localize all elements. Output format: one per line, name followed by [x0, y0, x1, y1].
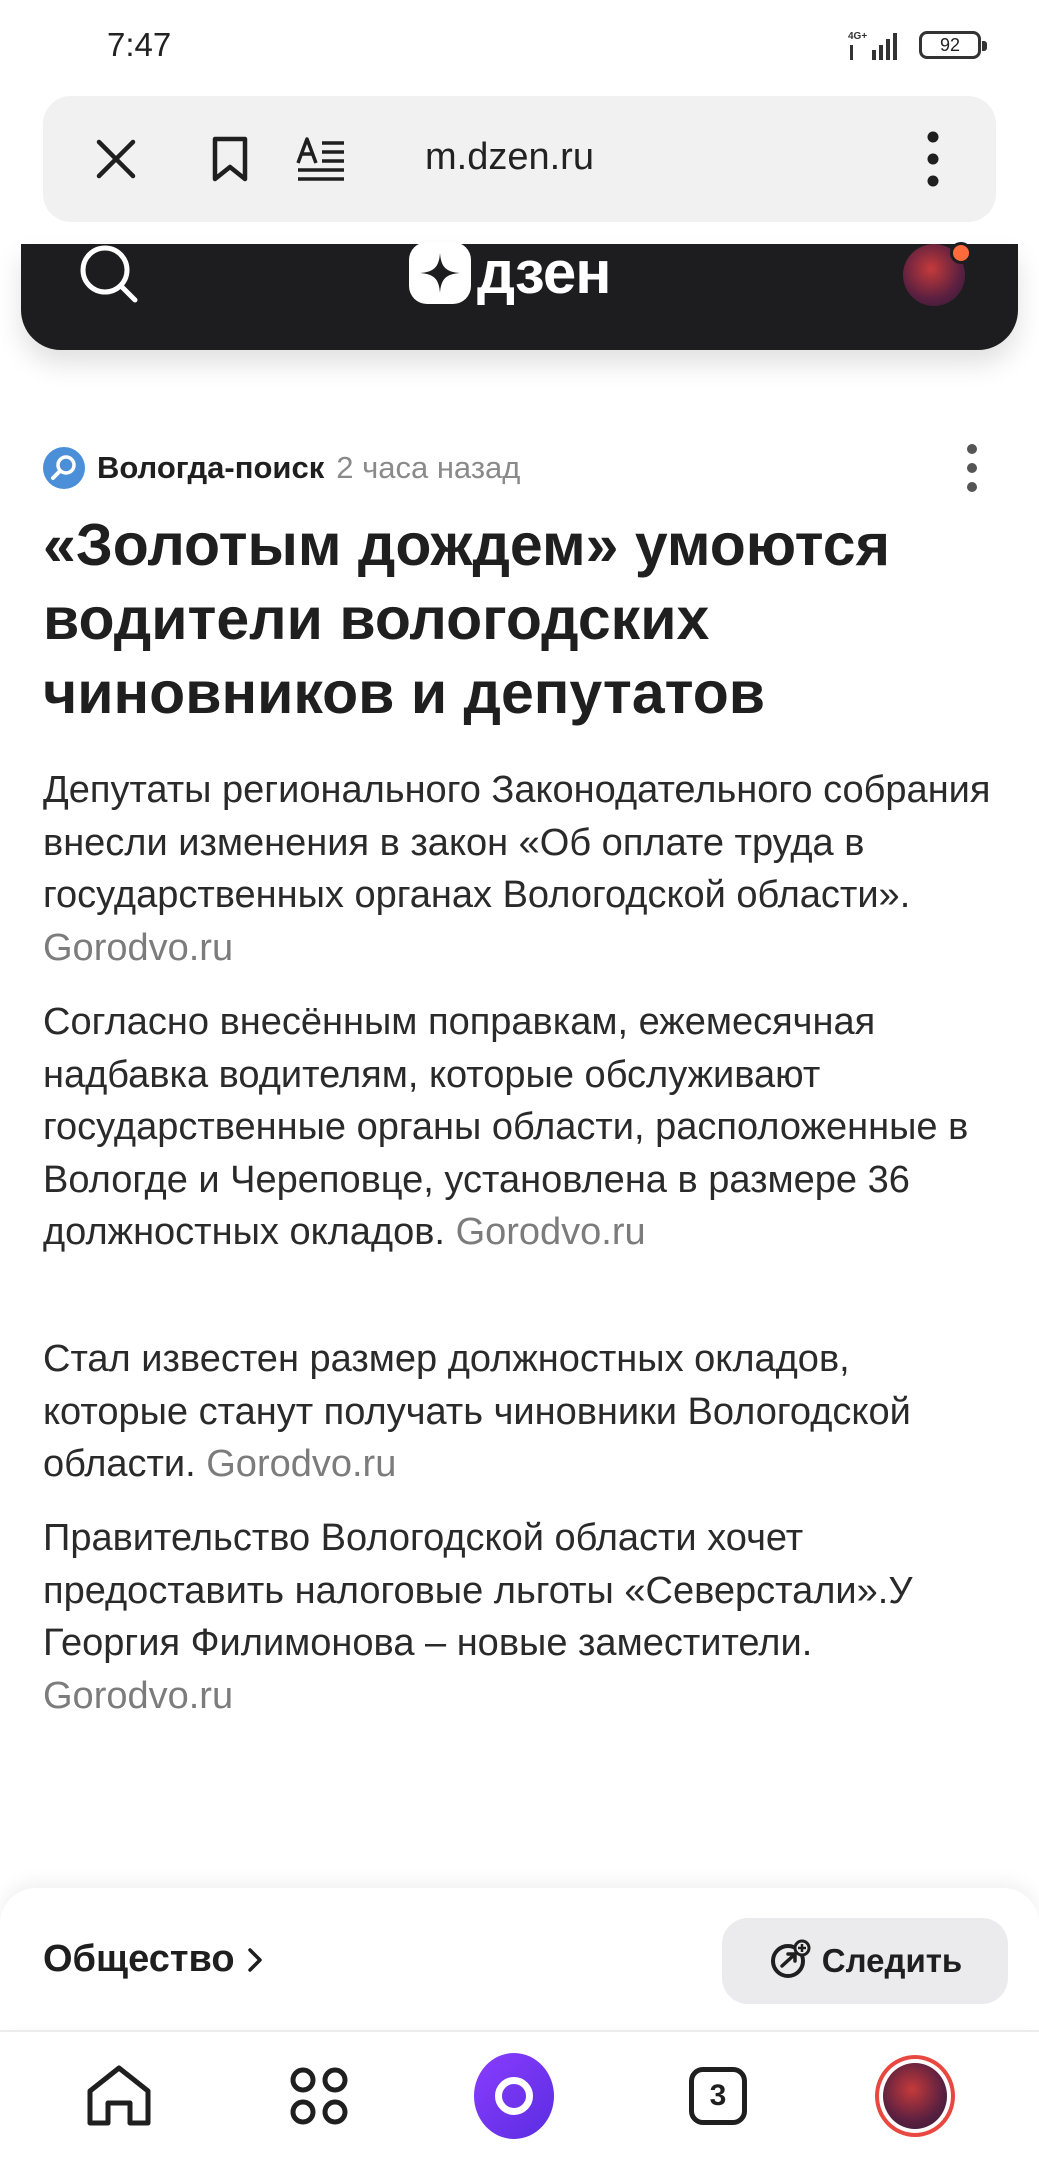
- article-paragraph: [43, 996, 1003, 1259]
- browser-bar: [43, 96, 996, 222]
- home-icon[interactable]: [79, 2056, 159, 2136]
- paragraph-text: Согласно внесённым поправкам, ежемесячная надбавка водителям, которые обслуживают государственные органы области, расположенные в Вологде и Череповце, установлена в размере 36 должностных окладов.: [43, 1001, 969, 1253]
- source-logo-icon[interactable]: [43, 447, 85, 489]
- article-more-icon[interactable]: [952, 441, 992, 495]
- notification-dot: [950, 242, 972, 264]
- tabs-count: 3: [689, 2067, 747, 2125]
- source-link[interactable]: Gorodvo.ru: [43, 1674, 234, 1717]
- article-meta: [43, 446, 1003, 490]
- article-headline: «Золотым дождем» умоются водители вологодских чиновников и депутатов: [43, 512, 891, 726]
- category-label: Общество: [43, 1938, 235, 1980]
- network-label: 4G+: [848, 31, 868, 42]
- more-vert-icon[interactable]: [903, 129, 963, 189]
- source-link[interactable]: Gorodvo.ru: [455, 1211, 646, 1253]
- follow-icon: [768, 1939, 812, 1983]
- dzen-logo-icon: [409, 242, 471, 304]
- article-paragraph: [43, 1512, 1003, 1722]
- source-name[interactable]: Вологда-поиск: [97, 450, 325, 485]
- source-link[interactable]: Gorodvo.ru: [206, 1443, 397, 1485]
- signal-icon: [846, 28, 902, 62]
- search-icon[interactable]: [75, 244, 145, 314]
- category-link[interactable]: [43, 1938, 263, 1981]
- alice-icon[interactable]: [474, 2056, 554, 2136]
- post-time: 2 часа назад: [336, 450, 521, 485]
- article-paragraph: [43, 1333, 1003, 1491]
- follow-label: Следить: [821, 1942, 963, 1979]
- battery-level: 92: [939, 35, 961, 55]
- url-field[interactable]: m.dzen.ru: [425, 136, 594, 178]
- bottom-nav: [0, 2030, 1039, 2160]
- bookmark-icon[interactable]: [200, 129, 260, 189]
- profile-avatar[interactable]: [875, 2056, 955, 2136]
- apps-grid-icon[interactable]: [279, 2056, 359, 2136]
- reader-mode-icon[interactable]: [291, 129, 351, 189]
- tabs-icon[interactable]: [678, 2056, 758, 2136]
- article-paragraph: [43, 764, 1003, 974]
- dzen-logo-text: дзен: [477, 239, 611, 306]
- battery-icon: [919, 31, 981, 59]
- chevron-right-icon: [247, 1947, 263, 1973]
- paragraph-text: Стал известен размер должностных окладов, которые станут получать чиновники Вологодской области.: [43, 1338, 911, 1485]
- status-time: 7:47: [107, 26, 172, 63]
- status-bar: [0, 0, 1039, 92]
- close-icon[interactable]: [86, 129, 146, 189]
- source-link[interactable]: Gorodvo.ru: [43, 926, 234, 969]
- follow-button[interactable]: [722, 1918, 1008, 2004]
- dzen-logo[interactable]: [409, 238, 610, 307]
- paragraph-text: Депутаты регионального Законодательного собрания внесли изменения в закон «Об оплате труда в государственных органах Вологодской области».: [43, 769, 991, 916]
- dzen-header: [21, 239, 1018, 350]
- paragraph-text: Правительство Вологодской области хочет предоставить налоговые льготы «Северстали».У Георгия Филимонова – новые заместители.: [43, 1517, 913, 1664]
